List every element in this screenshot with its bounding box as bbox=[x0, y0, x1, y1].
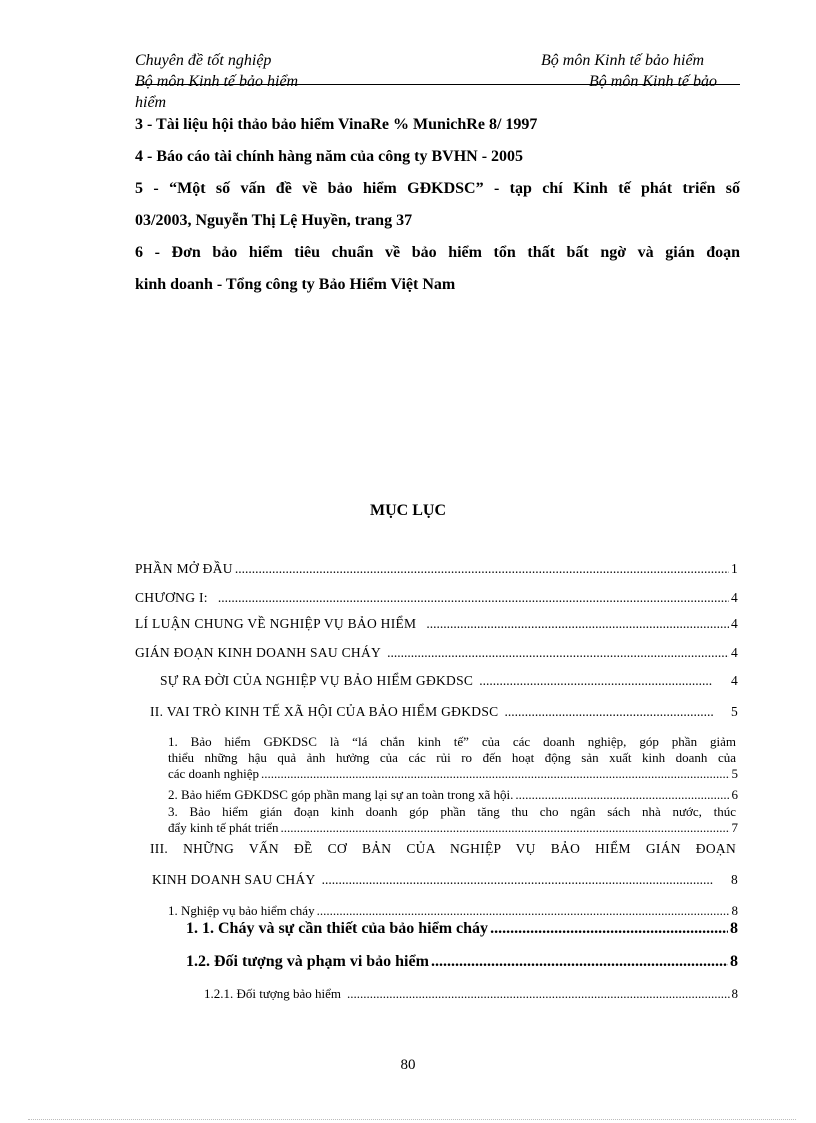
toc-page: 8 bbox=[730, 920, 738, 937]
toc-page: 4 bbox=[730, 673, 738, 688]
reference-5-line1: 5 - “Một số vấn đề về bảo hiểm GĐKDSC” - tạp chí Kinh tế phát triển số bbox=[135, 180, 740, 197]
reference-6-line2: kinh doanh - Tổng công ty Bảo Hiểm Việt Nam bbox=[135, 276, 456, 293]
header-right-second: Bộ môn Kinh tế bảo bbox=[589, 73, 717, 90]
toc-page: 5 bbox=[731, 766, 738, 781]
toc-label: 1.2.1. Đối tượng bảo hiểm bbox=[204, 986, 342, 1001]
toc-leader bbox=[504, 704, 713, 720]
toc-entry-nghiep-vu-chay[interactable] bbox=[168, 903, 738, 919]
toc-title: MỤC LỤC bbox=[370, 502, 446, 519]
toc-entry-la-chan-kinh-te-text bbox=[168, 734, 736, 766]
toc-page: 8 bbox=[730, 953, 738, 970]
toc-page: 8 bbox=[730, 872, 738, 887]
header-left-second: Bộ môn Kinh tế bảo hiểm bbox=[135, 73, 299, 90]
reference-5 bbox=[135, 173, 740, 237]
header-rule bbox=[135, 84, 740, 85]
toc-page: 4 bbox=[730, 645, 738, 660]
header-right-top: Bộ môn Kinh tế bảo hiểm bbox=[541, 52, 705, 69]
toc-entry-tang-thu-text bbox=[168, 804, 736, 820]
toc-label: SỰ RA ĐỜI CỦA NGHIỆP VỤ BẢO HIỂM GĐKDSC bbox=[160, 673, 474, 688]
toc-leader bbox=[347, 986, 729, 1002]
reference-4-text: 4 - Báo cáo tài chính hàng năm của công ty BVHN - 2005 bbox=[135, 148, 524, 165]
toc-entry-vai-tro[interactable] bbox=[150, 704, 738, 720]
reference-5-line2: 03/2003, Nguyễn Thị Lệ Huyền, trang 37 bbox=[135, 212, 413, 229]
reference-6-line1: 6 - Đơn bảo hiểm tiêu chuẩn về bảo hiểm tổn thất bất ngờ và gián đoạn bbox=[135, 244, 740, 261]
toc-label: KINH DOANH SAU CHÁY bbox=[152, 872, 316, 887]
toc-entry-doi-tuong[interactable] bbox=[204, 986, 738, 1002]
toc-leader bbox=[218, 590, 729, 606]
toc-entry-li-luan-chung[interactable] bbox=[135, 616, 738, 632]
toc-line: 1. Bảo hiểm GĐKDSC là “lá chắn kinh tế” của các doanh nghiệp, góp phần giảm bbox=[168, 734, 736, 749]
toc-entry-la-chan-kinh-te[interactable] bbox=[168, 766, 738, 782]
toc-page: 6 bbox=[731, 787, 738, 802]
toc-label: đẩy kinh tế phát triển bbox=[168, 820, 279, 835]
toc-leader bbox=[431, 953, 728, 971]
toc-leader bbox=[317, 903, 730, 919]
toc-label: GIÁN ĐOẠN KINH DOANH SAU CHÁY bbox=[135, 645, 382, 660]
toc-label: các doanh nghiệp bbox=[168, 766, 259, 781]
toc-label: PHẦN MỞ ĐẦU bbox=[135, 561, 233, 576]
reference-3-text: 3 - Tài liệu hội thảo bảo hiểm VinaRe % MunichRe 8/ 1997 bbox=[135, 116, 538, 133]
toc-line: thiểu những hậu quả ảnh hưởng của các rủi ro đến hoạt động sản xuất kinh doanh của bbox=[168, 750, 736, 765]
toc-label: II. VAI TRÒ KINH TẾ XÃ HỘI CỦA BẢO HIỂM GĐKDSC bbox=[150, 704, 499, 719]
header-left-top: Chuyên đề tốt nghiệp bbox=[135, 52, 272, 69]
toc-leader bbox=[490, 920, 728, 938]
toc-page: 1 bbox=[730, 561, 738, 576]
toc-page: 4 bbox=[730, 616, 738, 631]
header-wrap: hiểm bbox=[135, 94, 167, 111]
toc-label: 2. Bảo hiểm GĐKDSC góp phần mang lại sự an toàn trong xã hội. bbox=[168, 787, 514, 802]
toc-entry-su-ra-doi[interactable] bbox=[160, 673, 738, 689]
toc-label: 1. Nghiệp vụ bảo hiểm cháy bbox=[168, 903, 315, 918]
bottom-divider bbox=[28, 1119, 796, 1120]
toc-entry-chay-can-thiet[interactable] bbox=[186, 920, 738, 938]
toc-leader bbox=[387, 645, 729, 661]
toc-leader bbox=[280, 820, 729, 836]
toc-page: 8 bbox=[731, 903, 738, 918]
toc-page: 8 bbox=[731, 986, 738, 1001]
toc-leader bbox=[426, 616, 729, 632]
toc-entry-doi-tuong-pham-vi[interactable] bbox=[186, 953, 738, 971]
reference-4 bbox=[135, 141, 740, 173]
toc-entry-tang-thu[interactable] bbox=[168, 820, 738, 836]
toc-leader bbox=[261, 766, 730, 782]
toc-label: 1. 1. Cháy và sự cần thiết của bảo hiểm cháy bbox=[186, 920, 489, 937]
toc-entry-chuong-1[interactable] bbox=[135, 590, 738, 606]
page-number: 80 bbox=[400, 1057, 416, 1073]
toc-page: 5 bbox=[730, 704, 738, 719]
toc-leader bbox=[479, 673, 713, 689]
toc-leader bbox=[235, 561, 729, 577]
toc-label: 1.2. Đối tượng và phạm vi bảo hiểm bbox=[186, 953, 429, 970]
reference-3 bbox=[135, 109, 740, 141]
toc-entry-iii[interactable] bbox=[152, 872, 738, 888]
reference-6 bbox=[135, 237, 740, 301]
toc-leader bbox=[322, 872, 713, 888]
toc-entry-phan-mo-dau[interactable] bbox=[135, 561, 738, 577]
toc-page: 4 bbox=[730, 590, 738, 605]
toc-entry-gian-doan[interactable] bbox=[135, 645, 738, 661]
toc-entry-iii-line1: III. NHỮNG VẤN ĐỀ CƠ BẢN CỦA NGHIỆP VỤ BẢO HIỂM GIÁN ĐOẠN bbox=[150, 841, 736, 856]
toc-line: 3. Bảo hiểm gián đoạn kinh doanh góp phần tăng thu cho ngân sách nhà nước, thúc bbox=[168, 804, 736, 819]
toc-label: CHƯƠNG I: bbox=[135, 590, 208, 605]
toc-entry-an-toan-xa-hoi[interactable] bbox=[168, 787, 738, 803]
toc-leader bbox=[515, 787, 729, 803]
toc-label: LÍ LUẬN CHUNG VỀ NGHIỆP VỤ BẢO HIỂM bbox=[135, 616, 417, 631]
toc-page: 7 bbox=[731, 820, 738, 835]
